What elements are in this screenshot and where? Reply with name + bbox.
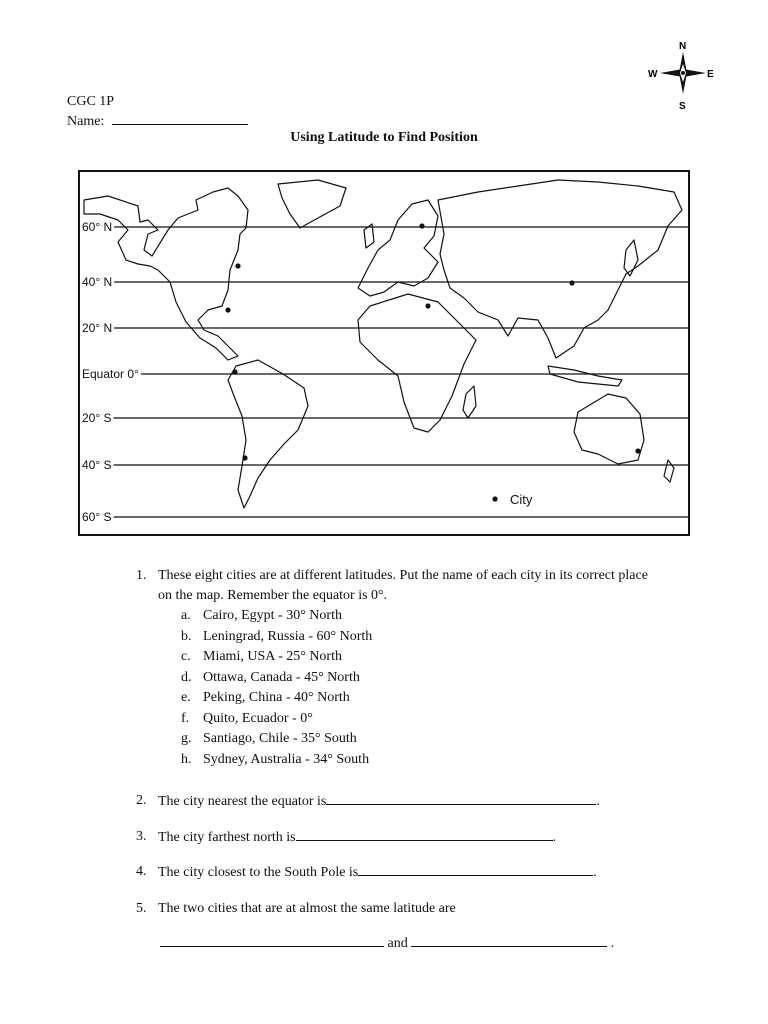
city-dot bbox=[569, 280, 574, 285]
answer-4-blank[interactable] bbox=[358, 862, 593, 876]
question-3-end: . bbox=[552, 830, 557, 845]
latitude-label: 40° N bbox=[82, 275, 113, 289]
city-list-item bbox=[181, 688, 350, 708]
city-list-letter: a. bbox=[181, 608, 191, 623]
city-list-letter: d. bbox=[181, 669, 192, 685]
question-3-number: 3. bbox=[136, 829, 147, 844]
city-list-text: Peking, China - 40° North bbox=[203, 690, 350, 705]
question-3 bbox=[0, 827, 768, 847]
city-list-letter: e. bbox=[181, 690, 191, 705]
compass-rose-icon bbox=[648, 38, 718, 116]
question-1 bbox=[0, 566, 768, 586]
city-list-item bbox=[181, 606, 342, 626]
city-dot bbox=[235, 263, 240, 268]
name-row bbox=[67, 111, 248, 130]
city-list-letter: g. bbox=[181, 731, 192, 746]
latitude-label: 20° S bbox=[82, 411, 112, 425]
answer-2-blank[interactable] bbox=[326, 791, 596, 805]
question-4 bbox=[0, 862, 768, 882]
world-map bbox=[78, 170, 690, 536]
city-list-text: Quito, Ecuador - 0° bbox=[203, 710, 313, 726]
city-list-text: Sydney, Australia - 34° South bbox=[203, 751, 370, 767]
latitude-label: Equator 0° bbox=[82, 367, 139, 381]
city-dot bbox=[232, 369, 237, 374]
question-1-line1: These eight cities are at different latitudes. Put the name of each city in its correct place bbox=[158, 568, 648, 583]
course-code: CGC 1P bbox=[67, 94, 115, 109]
question-4-text: The city closest to the South Pole is bbox=[158, 865, 359, 880]
latitude-label: 60° S bbox=[82, 510, 112, 524]
question-4-number: 4. bbox=[136, 864, 147, 879]
question-5-text: The two cities that are at almost the same latitude are bbox=[158, 901, 456, 916]
city-list-text: Miami, USA - 25° North bbox=[203, 649, 342, 664]
compass-e: E bbox=[707, 69, 714, 80]
answer-5a-blank[interactable] bbox=[160, 933, 384, 947]
city-list-item bbox=[181, 627, 372, 647]
question-5-and: and bbox=[387, 936, 408, 951]
city-list-letter: f. bbox=[181, 710, 190, 726]
city-dot bbox=[419, 223, 424, 228]
question-1-number: 1. bbox=[136, 568, 147, 583]
question-5-answers bbox=[160, 933, 614, 954]
latitude-label: 40° S bbox=[82, 458, 112, 472]
city-dot bbox=[425, 303, 430, 308]
answer-5b-blank[interactable] bbox=[411, 933, 607, 947]
city-list-letter: h. bbox=[181, 751, 192, 767]
city-list-item bbox=[181, 750, 369, 770]
city-dot bbox=[635, 448, 640, 453]
world-map-svg bbox=[78, 170, 690, 536]
city-list-text: Leningrad, Russia - 60° North bbox=[203, 628, 373, 644]
legend-city-dot bbox=[492, 496, 497, 501]
city-dot bbox=[242, 455, 247, 460]
compass-s: S bbox=[679, 101, 686, 112]
question-5-number: 5. bbox=[136, 901, 147, 916]
compass-n: N bbox=[679, 41, 687, 52]
city-list-text: Cairo, Egypt - 30° North bbox=[203, 608, 342, 623]
compass-w: W bbox=[648, 69, 658, 80]
city-list-item bbox=[181, 668, 360, 688]
question-2-text: The city nearest the equator is bbox=[158, 794, 327, 809]
question-1-line2: on the map. Remember the equator is 0°. bbox=[158, 588, 388, 603]
answer-3-blank[interactable] bbox=[296, 827, 553, 841]
city-list-item bbox=[181, 647, 342, 667]
question-2-number: 2. bbox=[136, 793, 147, 808]
city-list-text: Santiago, Chile - 35° South bbox=[203, 731, 357, 746]
question-4-end: . bbox=[593, 865, 597, 880]
question-2 bbox=[0, 791, 768, 811]
city-dot bbox=[225, 307, 230, 312]
city-list-item bbox=[181, 709, 313, 729]
latitude-label: 20° N bbox=[82, 321, 113, 335]
city-list-item bbox=[181, 729, 357, 749]
question-5 bbox=[0, 899, 768, 919]
city-list-letter: c. bbox=[181, 649, 191, 664]
question-3-text: The city farthest north is bbox=[158, 830, 296, 845]
city-list-text: Ottawa, Canada - 45° North bbox=[203, 669, 360, 685]
city-list-letter: b. bbox=[181, 628, 192, 644]
name-blank[interactable] bbox=[112, 111, 248, 125]
question-5-end: . bbox=[610, 936, 615, 951]
latitude-label: 60° N bbox=[82, 220, 113, 234]
map-legend: City bbox=[510, 492, 533, 507]
name-label: Name: bbox=[67, 114, 105, 129]
worksheet-title: Using Latitude to Find Position bbox=[290, 130, 478, 145]
question-2-end: . bbox=[596, 794, 600, 809]
